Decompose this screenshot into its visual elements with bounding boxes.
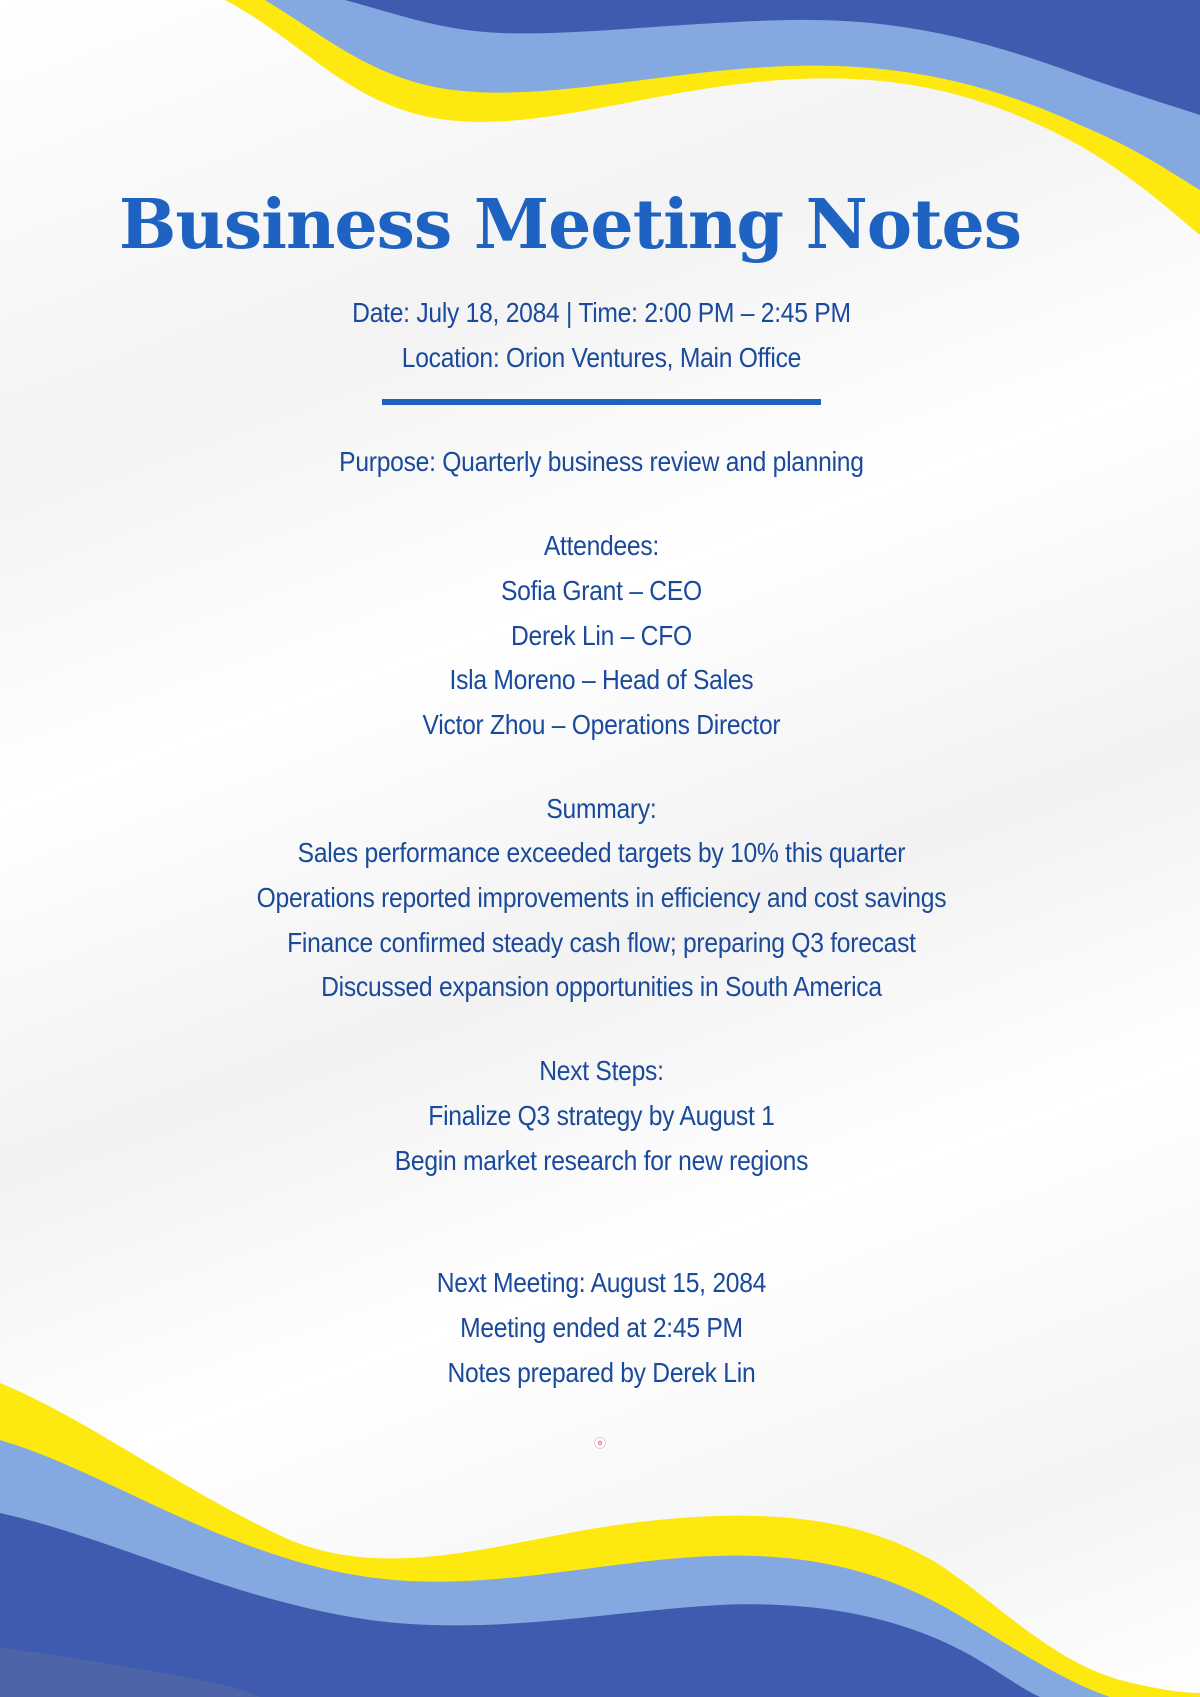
- summary-heading: Summary:: [546, 793, 657, 824]
- attendee-item: Isla Moreno – Head of Sales: [449, 664, 754, 695]
- summary-item: Sales performance exceeded targets by 10% this quarter: [297, 837, 906, 868]
- prepared-by: Notes prepared by Derek Lin: [447, 1357, 756, 1388]
- attendee-item: Victor Zhou – Operations Director: [422, 709, 781, 740]
- page-title: Business Meeting Notes: [118, 185, 1022, 265]
- next-step-item: Begin market research for new regions: [394, 1145, 809, 1176]
- meeting-ended: Meeting ended at 2:45 PM: [460, 1312, 743, 1343]
- summary-item: Operations reported improvements in efficiency and cost savings: [256, 882, 947, 913]
- location: Location: Orion Ventures, Main Office: [401, 342, 802, 373]
- attendee-item: Sofia Grant – CEO: [500, 575, 702, 606]
- summary-item: Finance confirmed steady cash flow; preparing Q3 forecast: [287, 927, 916, 958]
- purpose: Purpose: Quarterly business review and planning: [339, 446, 864, 477]
- attendees-heading: Attendees:: [543, 530, 660, 561]
- next-step-item: Finalize Q3 strategy by August 1: [428, 1100, 775, 1131]
- date-time: Date: July 18, 2084 | Time: 2:00 PM – 2:45 PM: [352, 297, 851, 328]
- summary-item: Discussed expansion opportunities in South America: [321, 971, 882, 1002]
- next-steps-heading: Next Steps:: [539, 1055, 664, 1086]
- attendee-item: Derek Lin – CFO: [510, 620, 692, 651]
- page-marker-icon: [594, 1437, 606, 1449]
- next-meeting: Next Meeting: August 15, 2084: [436, 1267, 767, 1298]
- title-divider: [382, 399, 821, 405]
